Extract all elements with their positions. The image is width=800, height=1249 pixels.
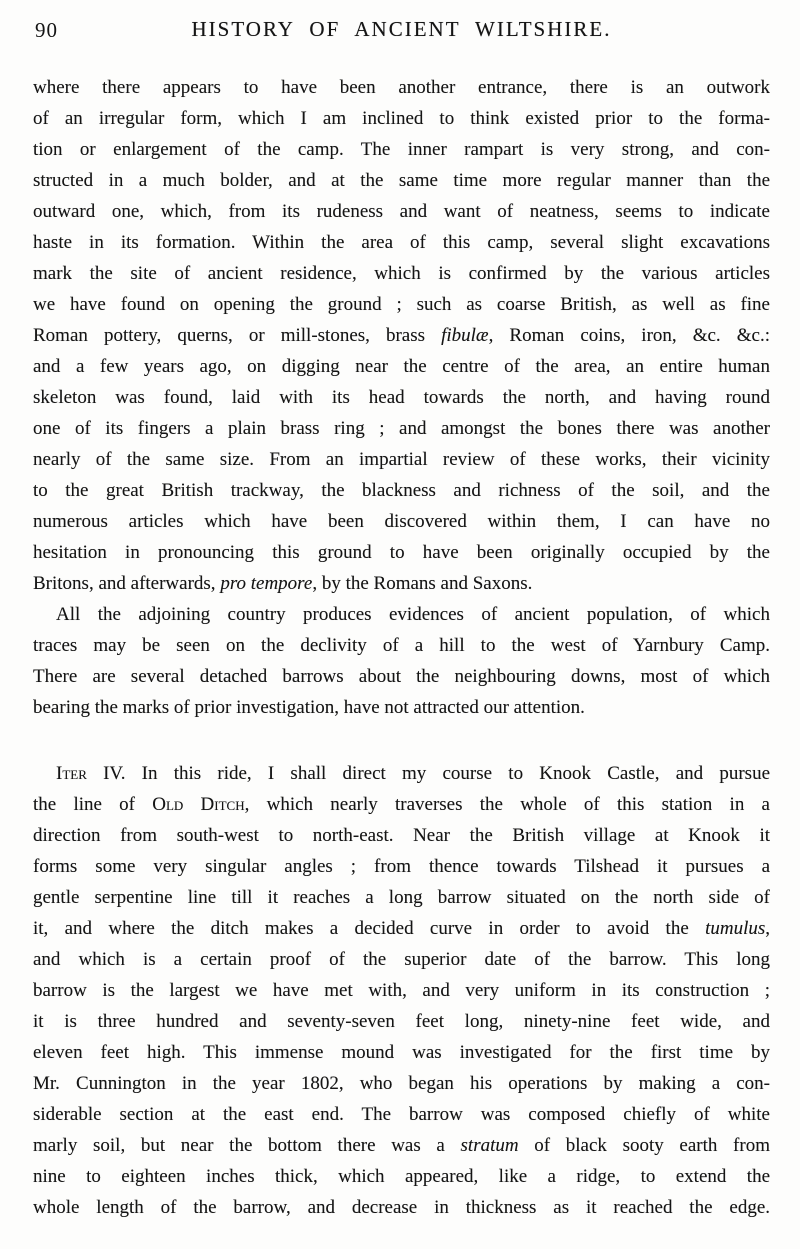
text-line [33, 413, 770, 444]
text-line [33, 975, 770, 1006]
text-segment: Iter [56, 763, 87, 784]
text-segment: eleven feet high. This immense mound was investigated for the first time by [33, 1042, 770, 1063]
text-segment: nearly of the same size. From an impartial review of these works, their vicinity [33, 449, 770, 470]
text-segment: , by the Romans and Saxons. [312, 573, 533, 594]
text-segment: , which nearly traverses the whole of this station in a [244, 794, 770, 815]
text-segment: nine to eighteen inches thick, which appeared, like a ridge, to extend the [33, 1166, 770, 1187]
text-segment: forms some very singular angles ; from thence towards Tilshead it pursues a [33, 856, 770, 877]
text-segment: Mr. Cunnington in the year 1802, who began his operations by making a con- [33, 1073, 770, 1094]
text-line [33, 103, 770, 134]
text-line [33, 258, 770, 289]
text-segment: of an irregular form, which I am inclined to think existed prior to the forma- [33, 108, 770, 129]
text-segment: bearing the marks of prior investigation, have not attracted our attention. [33, 697, 585, 718]
text-segment: it is three hundred and seventy-seven feet long, ninety-nine feet wide, and [33, 1011, 770, 1032]
paragraph [33, 599, 770, 723]
text-segment: outward one, which, from its rudeness and want of neatness, seems to indicate [33, 201, 770, 222]
text-line [33, 475, 770, 506]
text-segment: IV. In this ride, I shall direct my course to Knook Castle, and pursue [86, 763, 770, 784]
text-segment: stratum [460, 1135, 519, 1156]
text-segment: haste in its formation. Within the area of this camp, several slight excavations [33, 232, 770, 253]
text-segment: pro tempore [220, 573, 313, 594]
text-line [33, 289, 770, 320]
text-line [33, 196, 770, 227]
text-segment: skeleton was found, laid with its head towards the north, and having round [33, 387, 770, 408]
text-segment: Old Ditch [152, 794, 245, 815]
text-segment: one of its fingers a plain brass ring ; and amongst the bones there was another [33, 418, 770, 439]
text-line [33, 165, 770, 196]
text-line [33, 227, 770, 258]
text-line [33, 944, 770, 975]
text-line [33, 851, 770, 882]
text-line [33, 537, 770, 568]
text-segment: tion or enlargement of the camp. The inner rampart is very strong, and con- [33, 139, 770, 160]
text-line [33, 913, 770, 944]
text-line [33, 789, 770, 820]
text-line [33, 382, 770, 413]
text-line [33, 1037, 770, 1068]
text-segment: siderable section at the east end. The barrow was composed chiefly of white [33, 1104, 770, 1125]
text-line [33, 692, 770, 723]
page-body [33, 72, 770, 1223]
text-line [33, 72, 770, 103]
text-segment: mark the site of ancient residence, which is confirmed by the various articles [33, 263, 770, 284]
text-segment: where there appears to have been another entrance, there is an outwork [33, 77, 770, 98]
text-line [33, 599, 770, 630]
text-segment: and a few years ago, on digging near the centre of the area, an entire human [33, 356, 770, 377]
text-line [33, 506, 770, 537]
text-line [33, 134, 770, 165]
text-segment: gentle serpentine line till it reaches a long barrow situated on the north side of [33, 887, 770, 908]
text-segment: Britons, and afterwards, [33, 573, 221, 594]
text-segment: There are several detached barrows about the neighbouring downs, most of which [33, 666, 770, 687]
text-line [33, 758, 770, 789]
text-line [33, 820, 770, 851]
text-line [33, 1161, 770, 1192]
page-number: 90 [35, 18, 58, 42]
text-segment: direction from south-west to north-east. Near the British village at Knook it [33, 825, 770, 846]
text-segment: Roman pottery, querns, or mill-stones, brass [33, 325, 442, 346]
text-segment: , [765, 918, 770, 939]
text-line [33, 320, 770, 351]
text-segment: All the adjoining country produces evidences of ancient population, of which [56, 604, 770, 625]
text-line [33, 568, 770, 599]
text-line [33, 1192, 770, 1223]
text-segment: structed in a much bolder, and at the same time more regular manner than the [33, 170, 770, 191]
text-segment: numerous articles which have been discovered within them, I can have no [33, 511, 770, 532]
text-line [33, 351, 770, 382]
text-segment: to the great British trackway, the blackness and richness of the soil, and the [33, 480, 770, 501]
text-line [33, 444, 770, 475]
text-line [33, 1068, 770, 1099]
text-line [33, 630, 770, 661]
page-header [33, 16, 770, 42]
paragraph [33, 758, 770, 1223]
text-segment: of black sooty earth from [518, 1135, 770, 1156]
text-segment: the line of [33, 794, 153, 815]
text-segment: and which is a certain proof of the superior date of the barrow. This long [33, 949, 770, 970]
text-line [33, 1006, 770, 1037]
text-segment: whole length of the barrow, and decrease in thickness as it reached the edge. [33, 1197, 770, 1218]
text-segment: fibulæ [441, 325, 489, 346]
text-line [33, 661, 770, 692]
text-line [33, 882, 770, 913]
text-segment: barrow is the largest we have met with, and very uniform in its construction ; [33, 980, 770, 1001]
paragraph [33, 72, 770, 599]
text-segment: marly soil, but near the bottom there was a [33, 1135, 461, 1156]
text-line [33, 1099, 770, 1130]
text-line [33, 1130, 770, 1161]
text-segment: , Roman coins, iron, &c. &c.: [488, 325, 770, 346]
text-segment: it, and where the ditch makes a decided curve in order to avoid the [33, 918, 706, 939]
page-title: HISTORY OF ANCIENT WILTSHIRE. [191, 17, 612, 41]
text-segment: tumulus [705, 918, 766, 939]
text-segment: traces may be seen on the declivity of a hill to the west of Yarnbury Camp. [33, 635, 770, 656]
text-segment: hesitation in pronouncing this ground to have been originally occupied by the [33, 542, 770, 563]
text-segment: we have found on opening the ground ; such as coarse British, as well as fine [33, 294, 770, 315]
